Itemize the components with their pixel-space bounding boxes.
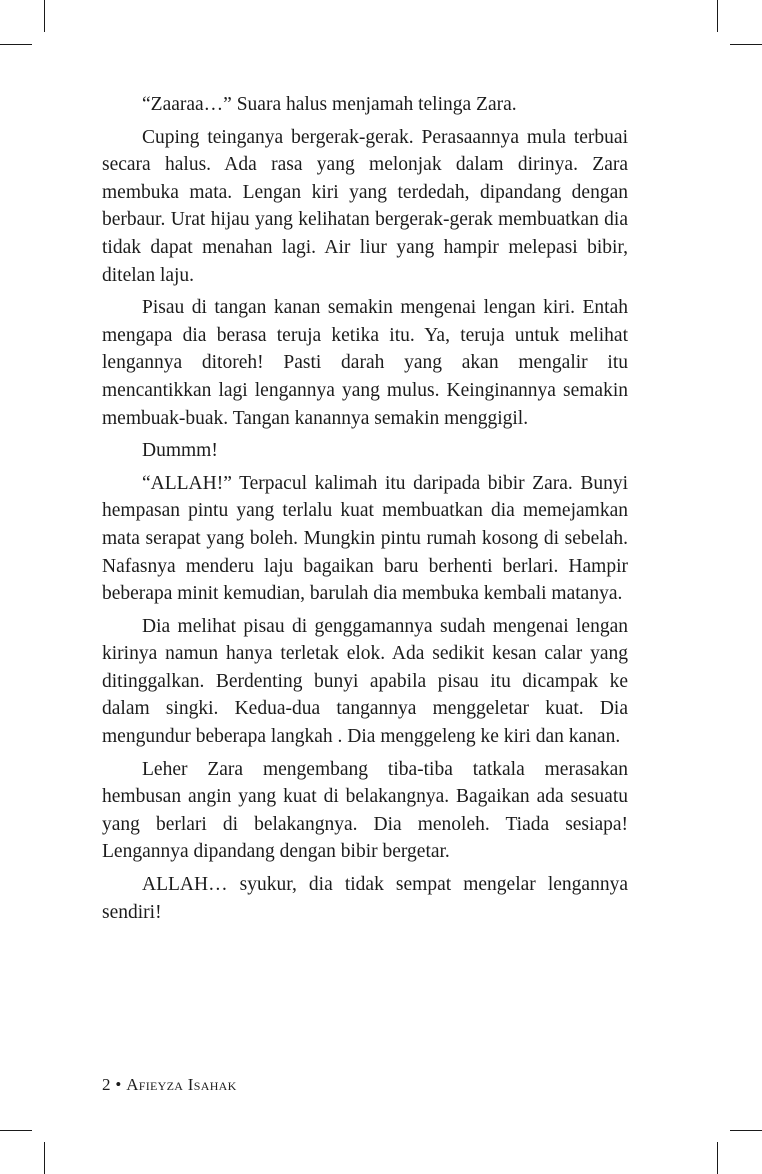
paragraph: Pisau di tangan kanan semakin mengenai lengan kiri. Entah mengapa dia berasa teruja ketika itu. Ya, teruja untuk melihat lengannya ditoreh! Pasti darah yang akan mengalir itu mencantikkan lagi lengannya yang mulus. Keinginannya semakin membuak-buak. Tangan kanannya semakin menggigil. [102,297,628,429]
paragraph: Dummm! [142,440,218,462]
footer-separator: • [115,1075,122,1094]
crop-mark-top-right-v [717,0,718,32]
crop-mark-bottom-left-v [44,1142,45,1174]
paragraph: Cuping teinganya bergerak-gerak. Perasaannya mula terbuai secara halus. Ada rasa yang melonjak dalam dirinya. Zara membuka mata. Lengan kiri yang terdedah, dipandang dengan berbaur. Urat hijau yang kelihatan bergerak-gerak membuatkan dia tidak dapat menahan lagi. Air liur yang hampir melepasi bibir, ditelan laju. [102,126,628,286]
paragraph: “ALLAH!” Terpacul kalimah itu daripada bibir Zara. Bunyi hempasan pintu yang terlalu kuat membuatkan dia memejamkan mata serapat yang boleh. Mungkin pintu rumah kosong di sebelah. Nafasnya menderu laju bagaikan baru berhenti berlari. Hampir beberapa minit kemudian, barulah dia membuka kembali matanya. [102,472,628,605]
crop-mark-top-left-h [0,44,32,45]
paragraph: “Zaaraa…” Suara halus menjamah telinga Zara. [142,94,517,115]
author-name: Afieyza Isahak [126,1075,237,1094]
crop-mark-bottom-right-h [730,1130,762,1131]
paragraph: Leher Zara mengembang tiba-tiba tatkala merasakan hembusan angin yang kuat di belakangnya. Bagaikan ada sesuatu yang berlari di belakangnya. Dia menoleh. Tiada sesiapa! Lengannya dipandang dengan bibir bergetar. [102,758,628,863]
crop-mark-top-left-v [44,0,45,32]
crop-mark-bottom-left-h [0,1130,32,1131]
paragraph: ALLAH… syukur, dia tidak sempat mengelar lengannya sendiri! [102,874,628,923]
paragraph: Dia melihat pisau di genggamannya sudah mengenai lengan kirinya namun hanya terletak elok. Ada sedikit kesan calar yang ditinggalkan. Berdenting bunyi apabila pisau itu dicampak ke dalam singki. Kedua-dua tangannya menggeletar kuat. Dia mengundur beberapa langkah . Dia menggeleng ke kiri dan kanan. [102,615,628,748]
crop-mark-bottom-right-v [717,1142,718,1174]
crop-mark-top-right-h [730,44,762,45]
page-footer [102,1075,237,1095]
body-text [102,91,628,931]
page-number: 2 [102,1075,111,1094]
